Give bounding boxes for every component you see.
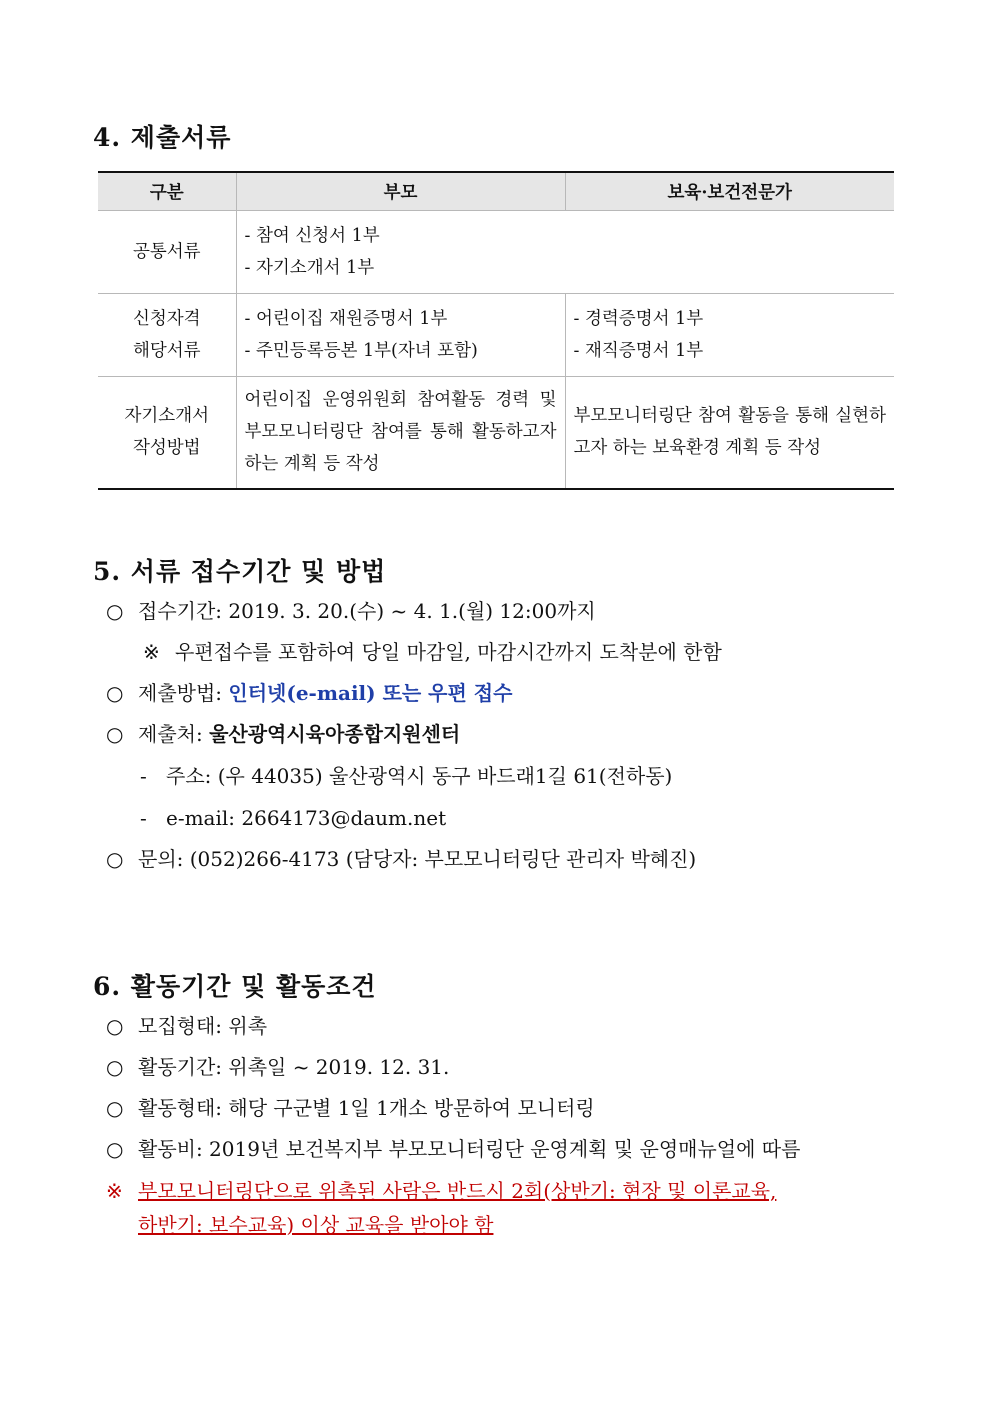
header-category: 구분 bbox=[98, 172, 236, 211]
circle-bullet-icon: ○ bbox=[106, 847, 124, 871]
table-row bbox=[98, 294, 894, 377]
circle-bullet-icon: ○ bbox=[106, 722, 124, 746]
dash-icon: - bbox=[140, 806, 147, 830]
training-warning-line-1: ※ 부모모니터링단으로 위촉된 사람은 반드시 2회(상반기: 현장 및 이론교육, bbox=[106, 1176, 776, 1206]
header-parent: 부모 bbox=[236, 172, 565, 211]
circle-bullet-icon: ○ bbox=[106, 1137, 124, 1161]
list-item-period: ○ 접수기간: 2019. 3. 20.(수) ~ 4. 1.(월) 12:00까지 bbox=[106, 596, 596, 626]
row-label: 공통서류 bbox=[98, 211, 236, 294]
parent-documents-cell: - 어린이집 재원증명서 1부 - 주민등록등본 1부(자녀 포함) bbox=[236, 294, 565, 377]
note-postal-deadline: ※ 우편접수를 포함하여 당일 마감일, 마감시간까지 도착분에 한함 bbox=[143, 637, 722, 667]
section-5-title: 5. 서류 접수기간 및 방법 bbox=[93, 557, 387, 586]
circle-bullet-icon: ○ bbox=[106, 1096, 124, 1120]
header-expert: 보육·보건전문가 bbox=[565, 172, 894, 211]
section-4-title: 4. 제출서류 bbox=[93, 123, 232, 152]
sub-item-address: - 주소: (우 44035) 울산광역시 동구 바드래1길 61(전하동) bbox=[140, 761, 672, 791]
circle-bullet-icon: ○ bbox=[106, 1055, 124, 1079]
list-item: ○ 활동비: 2019년 보건복지부 부모모니터링단 운영계획 및 운영매뉴얼에 따름 bbox=[106, 1134, 800, 1164]
list-item: ○ 활동형태: 해당 구군별 1일 1개소 방문하여 모니터링 bbox=[106, 1093, 595, 1123]
training-warning-line-2: 하반기: 보수교육) 이상 교육을 받아야 함 bbox=[138, 1213, 494, 1237]
circle-bullet-icon: ○ bbox=[106, 599, 124, 623]
sub-item-email: - e-mail: 2664173@daum.net bbox=[140, 803, 446, 833]
reference-mark-icon: ※ bbox=[106, 1179, 123, 1203]
expert-documents-cell: - 경력증명서 1부 - 재직증명서 1부 bbox=[565, 294, 894, 377]
parent-writing-guide-cell: 어린이집 운영위원회 참여활동 경력 및 부모모니터링단 참여를 통해 활동하고자 하는 계획 등 작성 bbox=[236, 377, 565, 489]
submission-place-name: 울산광역시육아종합지원센터 bbox=[209, 722, 461, 746]
table-header-row bbox=[98, 172, 894, 211]
row-label: 자기소개서 작성방법 bbox=[98, 377, 236, 489]
expert-writing-guide-cell: 부모모니터링단 참여 활동을 통해 실현하고자 하는 보육환경 계획 등 작성 bbox=[565, 377, 894, 489]
reference-mark-icon: ※ bbox=[143, 640, 160, 664]
row-label: 신청자격 해당서류 bbox=[98, 294, 236, 377]
list-item-inquiry: ○ 문의: (052)266-4173 (담당자: 부모모니터링단 관리자 박혜진) bbox=[106, 844, 696, 874]
submission-method-highlight: 인터넷(e-mail) 또는 우편 접수 bbox=[228, 681, 513, 705]
list-item: ○ 모집형태: 위촉 bbox=[106, 1011, 267, 1041]
submission-documents-table bbox=[98, 171, 894, 490]
list-item-place: ○ 제출처: 울산광역시육아종합지원센터 bbox=[106, 719, 460, 749]
list-item-method: ○ 제출방법: 인터넷(e-mail) 또는 우편 접수 bbox=[106, 678, 512, 708]
table-row bbox=[98, 211, 894, 294]
common-documents-cell: - 참여 신청서 1부 - 자기소개서 1부 bbox=[236, 211, 894, 294]
circle-bullet-icon: ○ bbox=[106, 1014, 124, 1038]
table-row bbox=[98, 377, 894, 489]
circle-bullet-icon: ○ bbox=[106, 681, 124, 705]
list-item: ○ 활동기간: 위촉일 ~ 2019. 12. 31. bbox=[106, 1052, 449, 1082]
section-6-title: 6. 활동기간 및 활동조건 bbox=[93, 972, 377, 1001]
dash-icon: - bbox=[140, 764, 147, 788]
